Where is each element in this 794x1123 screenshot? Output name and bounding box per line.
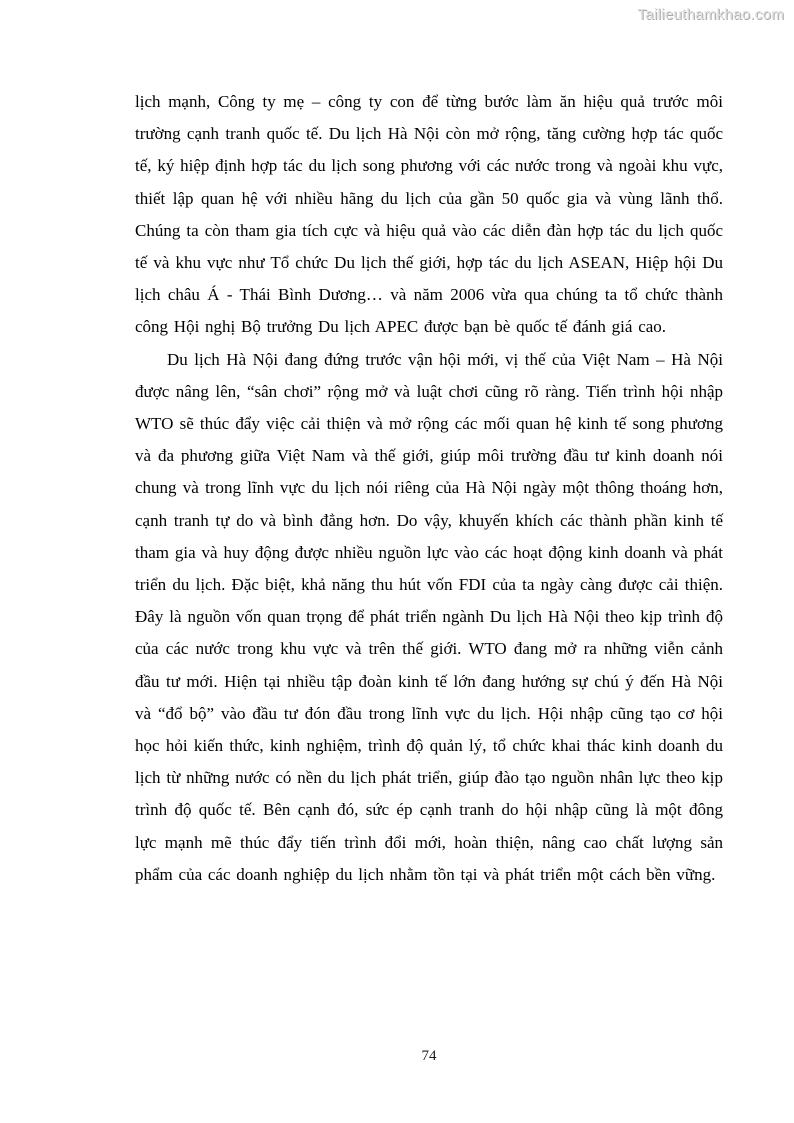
page-body-text <box>135 86 723 891</box>
watermark: Tailieuthamkhao.com <box>637 6 784 23</box>
page-number: 74 <box>421 1048 437 1064</box>
paragraph: lịch mạnh, Công ty mẹ – công ty con để từng bước làm ăn hiệu quả trước môi trường cạnh tranh quốc tế. Du lịch Hà Nội còn mở rộng, tăng cường hợp tác quốc tế, ký hiệp định hợp tác du lịch song phương với các nước trong và ngoài khu vực, thiết lập quan hệ với nhiều hãng du lịch của gần 50 quốc gia và vùng lãnh thổ. Chúng ta còn tham gia tích cực và hiệu quả vào các diễn đàn hợp tác du lịch quốc tế và khu vực như Tổ chức Du lịch thế giới, hợp tác du lịch ASEAN, Hiệp hội Du lịch châu Á - Thái Bình Dương… và năm 2006 vừa qua chúng ta tổ chức thành công Hội nghị Bộ trưởng Du lịch APEC được bạn bè quốc tế đánh giá cao. <box>135 92 723 337</box>
paragraph: Du lịch Hà Nội đang đứng trước vận hội mới, vị thế của Việt Nam – Hà Nội được nâng lên, “sân chơi” rộng mở và luật chơi cũng rõ ràng. Tiến trình hội nhập WTO sẽ thúc đẩy việc cải thiện và mở rộng các mối quan hệ kinh tế song phương và đa phương giữa Việt Nam và thế giới, giúp môi trường đầu tư kinh doanh nói chung và trong lĩnh vực du lịch nói riêng của Hà Nội ngày một thông thoáng hơn, cạnh tranh tự do và bình đẳng hơn. Do vậy, khuyến khích các thành phần kinh tế tham gia và huy động được nhiều nguồn lực vào các hoạt động kinh doanh và phát triển du lịch. Đặc biệt, khả năng thu hút vốn FDI của ta ngày càng được cải thiện. Đây là nguồn vốn quan trọng để phát triển ngành Du lịch Hà Nội theo kịp trình độ của các nước trong khu vực và trên thế giới. WTO đang mở ra những viễn cảnh đầu tư mới. Hiện tại nhiều tập đoàn kinh tế lớn đang hướng sự chú ý đến Hà Nội và “đổ bộ” vào đầu tư đón đầu trong lĩnh vực du lịch. Hội nhập cũng tạo cơ hội học hỏi kiến thức, kinh nghiệm, trình độ quản lý, tổ chức khai thác kinh doanh du lịch từ những nước có nền du lịch phát triển, giúp đào tạo nguồn nhân lực theo kịp trình độ quốc tế. Bên cạnh đó, sức ép cạnh tranh do hội nhập cũng là một đông lực mạnh mẽ thúc đẩy tiến trình đổi mới, hoàn thiện, nâng cao chất lượng sản phẩm của các doanh nghiệp du lịch nhằm tồn tại và phát triển một cách bền vững. <box>135 349 723 884</box>
